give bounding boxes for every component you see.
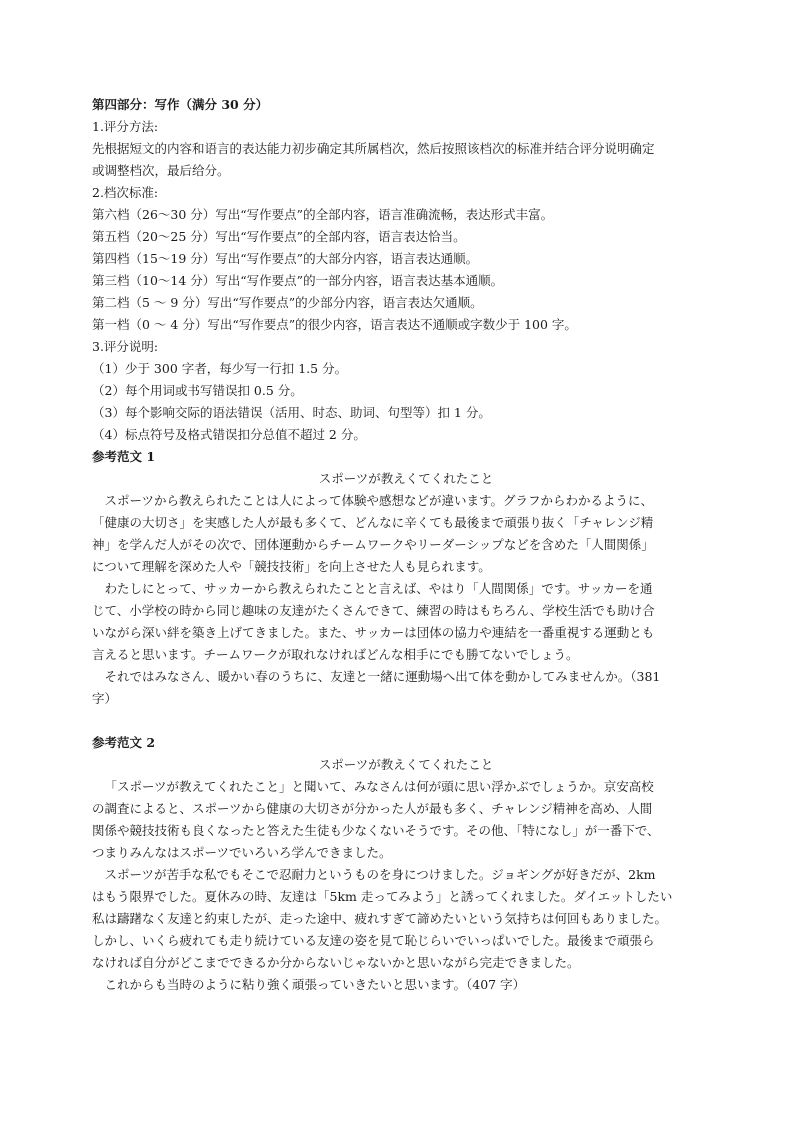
sample-2-text-line: スポーツが苦手な私でもそこで忍耐力というものを身につけました。ジョギングが好きだが、2km (104, 867, 656, 882)
note-item: （1）少于 300 字者，每少写一行扣 1.5 分。 (92, 361, 348, 376)
sample-2-text-line: 関係や競技技術も良くなったと答えた生徒も少なくないそうです。その他、「特になし」が一番下で、 (92, 823, 660, 838)
note-item: （3）每个影响交际的语法错误（活用、时态、助词、句型等）扣 1 分。 (92, 405, 491, 420)
spacer (92, 710, 720, 732)
sample-2-label: 参考范文 2 (92, 735, 156, 750)
sample-1-text-line: 神」を学んだ人がその次で、団体運動からチームワークやリーダーシップなどを含めた「人間関係」 (92, 537, 654, 552)
sample-2-text-line: なければ自分がどこまでできるか分からないじゃないかと思いながら完走できました。 (92, 955, 580, 970)
section-heading: 第四部分：写作（满分 30 分） (92, 97, 269, 112)
level-item: 第二档（5 ～ 9 分）写出“写作要点”的少部分内容，语言表达欠通顺。 (92, 295, 483, 310)
note-item: （2）每个用词或书写错误扣 0.5 分。 (92, 383, 303, 398)
sample-2-text-line: 私は躊躇なく友達と約束したが、走った途中、疲れすぎて諦めたいという気持ちは何回もありました。 (92, 911, 668, 926)
level-item: 第三档（10～14 分）写出“写作要点”的一部分内容，语言表达基本通顺。 (92, 273, 504, 288)
sample-1-text-line: 「健康の大切さ」を実感した人が最も多くて、どんなに辛くても最後まで頑張り抜く「チャレンジ精 (92, 515, 654, 530)
level-item: 第四档（15～19 分）写出“写作要点”的大部分内容，语言表达通顺。 (92, 251, 479, 266)
sample-2-text-line: つまりみんなはスポーツでいろいろ学んできました。 (92, 845, 392, 860)
sample-1-text-line: わたしにとって、サッカーから教えられたことと言えば、やはり「人間関係」です。サッカーを通 (104, 581, 653, 596)
sample-1-text-line: 字） (92, 691, 118, 706)
sample-2-text-line: これからも当時のように粘り強く頑張っていきたいと思います。（407 字） (104, 977, 526, 992)
level-item: 第五档（20～25 分）写出“写作要点”的全部内容，语言表达恰当。 (92, 229, 466, 244)
sample-2-text-line: の調査によると、スポーツから健康の大切さが分かった人が最も多く、チャレンジ精神を高め、人間 (92, 801, 653, 816)
notes-title: 3.评分说明: (92, 339, 159, 354)
sample-1-text-line: 言えると思います。チームワークが取れなければどんな相手にでも勝てないでしょう。 (92, 647, 579, 662)
sample-1-text-line: いながら深い絆を築き上げてきました。また、サッカーは団体の協力や連結を一番重視する運動とも (92, 625, 655, 640)
sample-1-text-line: じて、小学校の時から同じ趣味の友達がたくさんできて、練習の時はもちろん、学校生活でも助け合 (92, 603, 655, 618)
method-text: 先根据短文的内容和语言的表达能力初步确定其所属档次，然后按照该档次的标准并结合评分说明确定 (92, 141, 655, 156)
sample-1-title: スポーツが教えくてくれたこと (318, 471, 494, 486)
note-item: （4）标点符号及格式错误扣分总值不超过 2 分。 (92, 427, 366, 442)
sample-1-label: 参考范文 1 (92, 449, 156, 464)
level-item: 第一档（0 ～ 4 分）写出“写作要点”的很少内容，语言表达不通顺或字数少于 100 字。 (92, 317, 577, 332)
method-title: 1.评分方法: (92, 119, 159, 134)
sample-2-text-line: 「スポーツが教えてくれたこと」と聞いて、みなさんは何が頭に思い浮かぶでしょうか。京安高校 (104, 779, 654, 794)
sample-2-title: スポーツが教えくてくれたこと (318, 757, 494, 772)
method-text: 或调整档次，最后给分。 (92, 163, 230, 178)
sample-1-text-line: について理解を深めた人や「競技技術」を向上させた人も見られます。 (92, 559, 491, 574)
sample-1-text-line: それではみなさん、暖かい春のうちに、友達と一緒に運動場へ出て体を動かしてみませんか。（381 (104, 669, 661, 684)
sample-1-text-line: スポーツから教えられたことは人によって体験や感想などが違います。グラフからわかるように、 (104, 493, 654, 508)
level-item: 第六档（26～30 分）写出“写作要点”的全部内容，语言准确流畅，表达形式丰富。 (92, 207, 554, 222)
sample-2-text-line: しかし、いくら疲れても走り続けている友達の姿を見て恥じらいでいっぱいでした。最後まで頑張ら (92, 933, 655, 948)
sample-2-text-line: はもう限界でした。夏休みの時、友達は「5km 走ってみよう」と誘ってくれました。ダイエットしたい (92, 889, 673, 904)
levels-title: 2.档次标准: (92, 185, 159, 200)
content-column (92, 94, 720, 996)
